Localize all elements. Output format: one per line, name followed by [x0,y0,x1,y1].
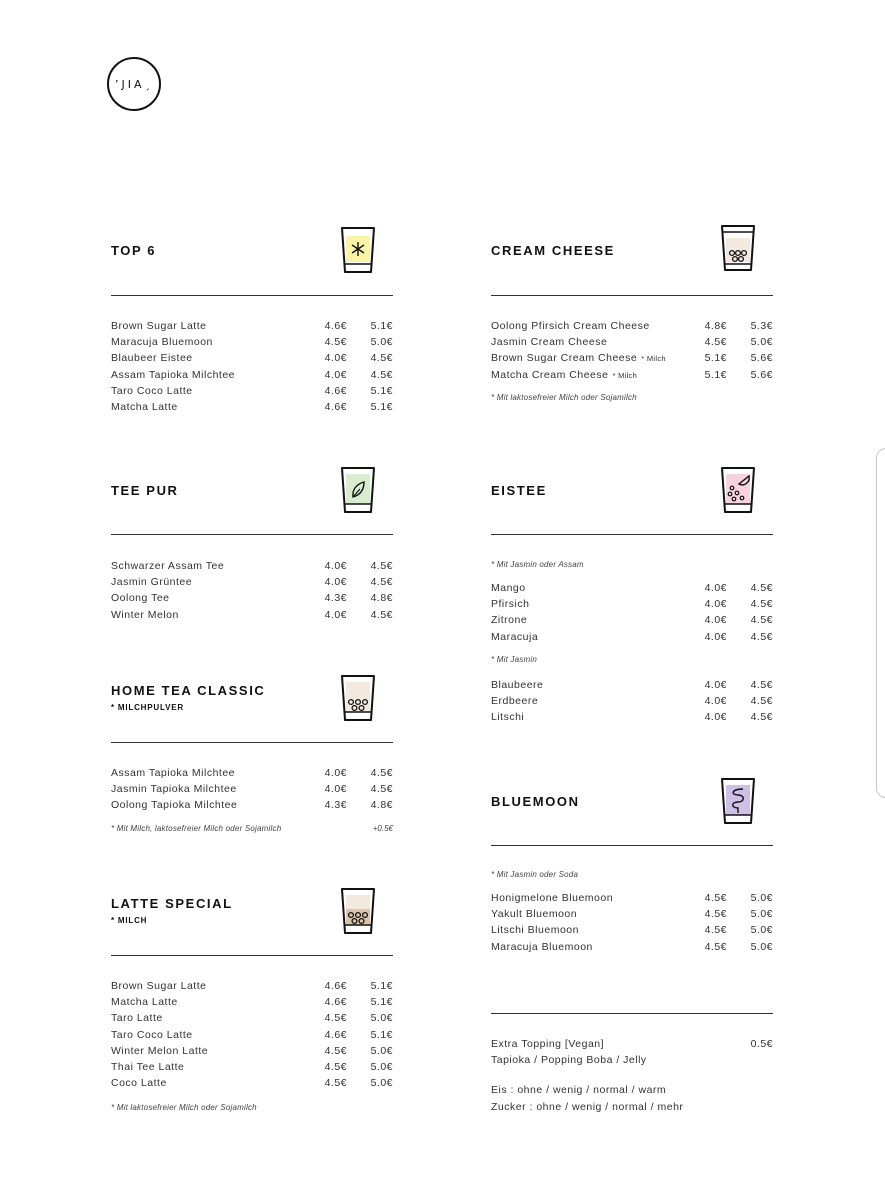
menu-item [111,385,393,401]
menu-item [111,320,393,336]
section-note: * Mit Jasmin oder Soda [491,870,579,879]
cup-tapioca-icon [339,672,377,724]
item-name: Matcha Latte [111,400,178,413]
price-small: 4.5€ [324,1077,347,1090]
menu-item [111,336,393,352]
price-small: 4.6€ [324,1028,347,1041]
item-name: Blaubeer Eistee [111,352,193,365]
menu-item [491,336,773,352]
item-name: Litschi Bluemoon [491,924,579,937]
section-title: TEE PUR [111,483,179,498]
section-cream-cheese [491,220,773,420]
menu-item [111,783,393,799]
price-large: 5.1€ [370,400,393,413]
item-list [491,892,773,957]
price-large: 4.5€ [750,630,773,643]
section-tee-pur [111,462,393,632]
price-large: 5.0€ [750,336,773,349]
price-small: 4.0€ [324,783,347,796]
menu-item [491,711,773,727]
item-name: Jasmin Cream Cheese [491,336,608,349]
price-large: 5.1€ [370,996,393,1009]
price-small: 4.5€ [324,336,347,349]
section-top6 [111,220,393,420]
menu-item [491,924,773,940]
extras-divider [491,1013,773,1014]
section-home-tea-classic [111,670,393,840]
price-small: 4.0€ [324,560,347,572]
item-name: Brown Sugar Latte [111,320,207,332]
item-name: Oolong Tee [111,592,170,605]
menu-item [111,1029,393,1045]
item-name: Jasmin Grüntee [111,576,193,589]
cup-latte-icon [339,885,377,937]
item-name: Matcha Latte [111,996,178,1009]
logo-text: ʼJIAˏ [114,77,153,91]
item-name: Oolong Tapioka Milchtee [111,799,238,812]
menu-item [491,908,773,924]
extras-block [491,1038,773,1118]
note-price: +0.5€ [372,824,393,833]
section-note: * Mit Milch, laktosefreier Milch oder Sojamilch [111,824,282,833]
price-large: 4.5€ [370,576,393,589]
price-large: 5.0€ [370,1012,393,1025]
price-small: 4.0€ [324,352,347,365]
menu-item [111,980,393,996]
cup-cream-icon [719,222,757,274]
menu-item [491,369,773,385]
item-name: Oolong Pfirsich Cream Cheese [491,320,650,332]
price-large: 5.0€ [750,924,773,937]
menu-item [111,1077,393,1093]
price-small: 4.6€ [324,980,347,992]
section-note: * Mit laktosefreier Milch oder Sojamilch [111,1103,257,1112]
price-small: 4.0€ [704,695,727,708]
menu-item [111,1045,393,1061]
section-divider [111,534,393,535]
menu-item [111,560,393,576]
item-name: Litschi [491,711,525,724]
section-note: * Mit Jasmin [491,655,537,664]
item-name: Schwarzer Assam Tee [111,560,225,572]
price-small: 4.0€ [324,576,347,589]
price-large: 5.0€ [750,908,773,921]
section-divider [111,955,393,956]
price-small: 4.6€ [324,320,347,332]
item-name: Maracuja [491,630,539,643]
price-large: 4.5€ [370,352,393,365]
price-large: 4.8€ [370,799,393,812]
price-small: 4.0€ [704,679,727,691]
section-title: CREAM CHEESE [491,243,615,258]
price-small: 4.8€ [704,320,727,332]
price-small: 4.5€ [704,336,727,349]
item-name: Maracuja Bluemoon [111,336,213,349]
price-large: 4.8€ [370,592,393,605]
section-note: * Mit Jasmin oder Assam [491,560,584,569]
extra-topping-price: 0.5€ [750,1038,773,1050]
section-divider [491,845,773,846]
section-title: LATTE SPECIAL [111,896,233,911]
section-note: * Mit laktosefreier Milch oder Sojamilch [491,393,637,402]
section-bluemoon [491,773,773,963]
menu-item [491,320,773,336]
section-title: EISTEE [491,483,547,498]
section-title: BLUEMOON [491,794,580,809]
price-large: 4.5€ [750,695,773,708]
item-name: Blaubeere [491,679,544,691]
price-large: 4.5€ [750,711,773,724]
price-small: 4.0€ [704,630,727,643]
price-large: 4.5€ [750,614,773,627]
menu-item [111,1012,393,1028]
menu-item [111,996,393,1012]
price-small: 4.5€ [704,924,727,937]
section-divider [491,295,773,296]
menu-item [111,369,393,385]
menu-item [491,582,773,598]
section-subtitle: * MILCHPULVER [111,703,184,712]
price-large: 4.5€ [370,783,393,796]
menu-item [111,767,393,783]
item-name: Brown Sugar Latte [111,980,207,992]
price-small: 4.0€ [704,582,727,594]
ice-options: Eis : ohne / wenig / normal / warm [491,1084,667,1096]
menu-item [491,679,773,695]
item-name: Coco Latte [111,1077,167,1090]
item-name: Jasmin Tapioka Milchtee [111,783,237,796]
price-large: 5.1€ [370,384,393,397]
section-eistee [491,462,773,732]
section-divider [491,534,773,535]
menu-item [491,892,773,908]
cup-bluemoon-icon [719,775,757,827]
price-large: 4.5€ [750,679,773,691]
menu-item [111,592,393,608]
price-small: 4.0€ [324,608,347,621]
jia-logo [107,57,161,111]
section-divider [111,742,393,743]
item-list [491,320,773,385]
price-large: 5.1€ [370,320,393,332]
cup-star-icon [339,224,377,276]
price-large: 5.0€ [370,1060,393,1073]
item-name: Assam Tapioka Milchtee [111,767,236,779]
menu-item [491,598,773,614]
item-name: Taro Latte [111,1012,163,1025]
price-small: 4.0€ [324,767,347,779]
price-large: 4.5€ [750,598,773,611]
menu-item [491,941,773,957]
menu-item [491,695,773,711]
price-small: 4.3€ [324,592,347,605]
menu-item [111,1061,393,1077]
item-name: Taro Coco Latte [111,1028,193,1041]
price-small: 4.5€ [324,1012,347,1025]
cup-leaf-icon [339,464,377,516]
item-list [111,320,393,417]
price-large: 4.5€ [370,368,393,381]
price-large: 5.3€ [750,320,773,332]
price-small: 4.5€ [704,940,727,953]
price-large: 5.0€ [750,940,773,953]
item-name: Brown Sugar Cream Cheese * Milch [491,352,666,365]
section-title: TOP 6 [111,243,157,258]
item-name: Winter Melon Latte [111,1044,209,1057]
price-large: 5.0€ [750,892,773,904]
menu-item [111,799,393,815]
menu-item [111,609,393,625]
price-large: 4.5€ [370,560,393,572]
menu-item [491,631,773,647]
item-name: Mango [491,582,526,594]
price-large: 5.6€ [750,368,773,381]
price-large: 5.0€ [370,336,393,349]
menu-item [491,614,773,630]
price-small: 4.6€ [324,400,347,413]
extra-topping-label: Extra Topping [Vegan] [491,1038,605,1050]
menu-item [111,576,393,592]
item-name: Yakult Bluemoon [491,908,578,921]
item-name: Taro Coco Latte [111,384,193,397]
item-list [111,560,393,625]
item-name: Matcha Cream Cheese * Milch [491,368,638,381]
price-large: 5.1€ [370,1028,393,1041]
price-small: 4.5€ [704,908,727,921]
price-small: 4.0€ [324,368,347,381]
price-large: 5.0€ [370,1077,393,1090]
section-latte-special [111,883,393,1123]
item-name: Assam Tapioka Milchtee [111,368,236,381]
item-list [491,582,773,647]
price-large: 4.5€ [370,608,393,621]
price-small: 5.1€ [704,368,727,381]
price-small: 4.5€ [704,892,727,904]
menu-item [111,401,393,417]
price-small: 4.3€ [324,799,347,812]
price-small: 4.0€ [704,598,727,611]
item-name: Maracuja Bluemoon [491,940,593,953]
cup-fruit-icon [719,464,757,516]
price-small: 4.5€ [324,1060,347,1073]
item-name: Zitrone [491,614,528,627]
item-name: Erdbeere [491,695,539,708]
price-large: 4.5€ [750,582,773,594]
item-name: Honigmelone Bluemoon [491,892,614,904]
item-list [111,767,393,816]
price-small: 4.0€ [704,614,727,627]
price-small: 5.1€ [704,352,727,365]
price-small: 4.6€ [324,996,347,1009]
menu-item [491,352,773,368]
page-edge-tab[interactable] [876,448,885,798]
price-large: 5.0€ [370,1044,393,1057]
extra-topping-options: Tapioka / Popping Boba / Jelly [491,1054,647,1066]
price-large: 4.5€ [370,767,393,779]
sugar-options: Zucker : ohne / wenig / normal / mehr [491,1101,684,1113]
price-large: 5.1€ [370,980,393,992]
item-name: Pfirsich [491,598,530,611]
menu-item [111,352,393,368]
price-small: 4.6€ [324,384,347,397]
item-name: Winter Melon [111,608,179,621]
price-large: 5.6€ [750,352,773,365]
section-subtitle: * MILCH [111,916,148,925]
section-title: HOME TEA CLASSIC [111,683,266,698]
price-small: 4.0€ [704,711,727,724]
price-small: 4.5€ [324,1044,347,1057]
item-list [491,679,773,728]
item-name: Thai Tee Latte [111,1060,185,1073]
item-list [111,980,393,1093]
section-divider [111,295,393,296]
